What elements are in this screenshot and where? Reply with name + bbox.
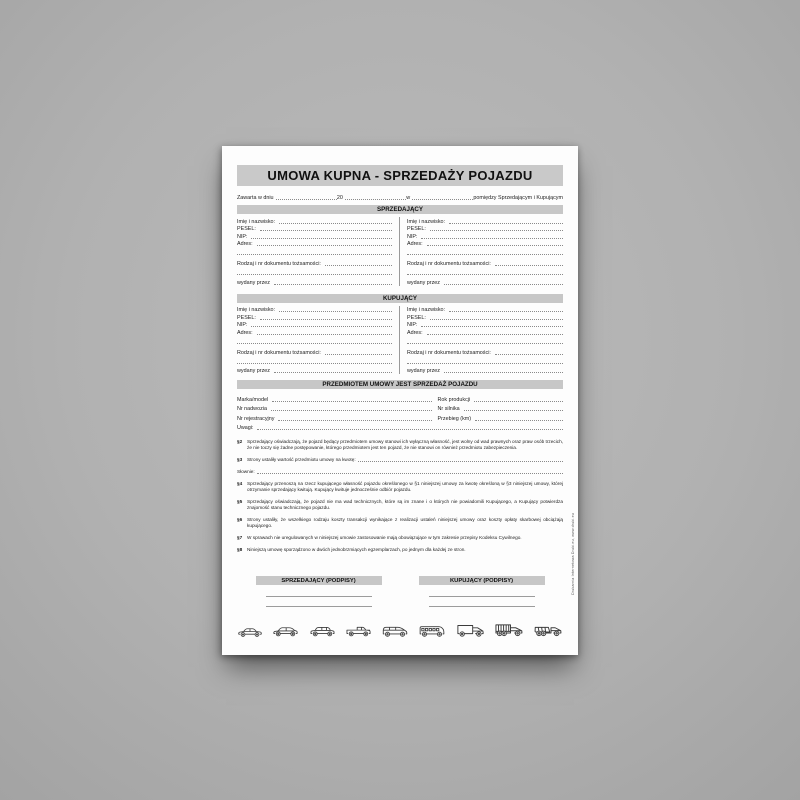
vehicle-section-label: PRZEDMIOTEM UMOWY JEST SPRZEDAŻ POJAZDU	[322, 381, 478, 389]
buyer-signature-column	[400, 576, 563, 607]
fill-in-line	[449, 311, 563, 312]
printer-credit-text: Drukarnia Internetowa Druki.eu, www.druki.eu	[571, 513, 575, 595]
cargo-truck-icon	[494, 621, 524, 638]
fill-in-line	[272, 401, 431, 402]
buyer-right-column	[400, 306, 563, 375]
notes-label: Uwagi:	[237, 425, 254, 432]
id-document-field-row	[407, 259, 563, 267]
pesel-field-label: PESEL:	[237, 314, 256, 321]
name-field-row	[237, 217, 392, 225]
fill-in-line	[412, 199, 473, 200]
fill-in-line	[257, 245, 392, 246]
fill-in-line	[237, 343, 392, 344]
id-document-field-row	[237, 259, 392, 267]
address-field-label: Adres:	[237, 329, 253, 336]
name-field-label: Imię i nazwisko:	[407, 218, 446, 225]
clause-number: §4	[237, 481, 243, 487]
id-document-field-label: Rodzaj i nr dokumentu tożsamości:	[407, 349, 491, 356]
vehicle-details-block	[237, 393, 563, 431]
fill-in-line	[257, 429, 563, 430]
address-field-row	[237, 240, 392, 248]
intro-between: pomiędzy Sprzedającym i Kupującym	[473, 195, 563, 201]
nip-field-label: NIP:	[237, 233, 248, 240]
address-continuation-row	[237, 247, 392, 256]
intro-year-prefix: 20	[336, 195, 343, 201]
seller-section-header	[237, 205, 563, 214]
make-model-label: Marka/model	[237, 396, 269, 403]
hatchback-icon	[272, 623, 299, 638]
fill-in-line	[325, 354, 392, 355]
amount-in-words-row	[237, 469, 563, 475]
fill-in-line	[464, 410, 563, 411]
issued-by-field-label: wydany przez	[407, 279, 440, 286]
clause-text: Niniejszą umowę sporządzono w dwóch jednobrzmiących egzemplarzach, po jednym dla każdej ze stron.	[247, 547, 466, 553]
signature-line	[429, 606, 535, 607]
engine-number-label: Nr silnika	[437, 406, 460, 413]
clause-text: W sprawach nie uregulowanych w niniejszej umowie zastosowanie mają obowiązujące w tym zakresie przepisy Kodeksu Cywilnego.	[247, 535, 522, 541]
issued-by-field-label: wydany przez	[407, 368, 440, 375]
fill-in-line	[407, 343, 563, 344]
id-document-field-label: Rodzaj i nr dokumentu tożsamości:	[407, 260, 491, 267]
clause-text: Strony ustaliły wartość przedmiotu umowy na kwotę:	[247, 457, 356, 463]
address-field-row	[237, 328, 392, 336]
fill-in-line	[407, 254, 563, 255]
vehicle-row-make-year	[237, 393, 563, 403]
vehicle-row-body-engine	[237, 403, 563, 413]
signatures-section	[237, 576, 563, 607]
id-document-field-row	[407, 348, 563, 356]
clause-8	[237, 547, 563, 553]
fill-in-line	[279, 223, 392, 224]
sedan-icon	[237, 624, 263, 638]
vehicle-section-header	[237, 380, 563, 389]
minivan-icon	[381, 623, 409, 638]
seller-signature-column	[237, 576, 400, 607]
name-field-row	[407, 306, 563, 314]
fill-in-line	[407, 363, 563, 364]
fill-in-line	[449, 223, 563, 224]
fill-in-line	[427, 334, 563, 335]
party-column	[407, 306, 563, 375]
registration-number-label: Nr rejestracyjny	[237, 415, 275, 422]
clause-5	[237, 499, 563, 511]
fill-in-line	[421, 326, 563, 327]
fill-in-line	[444, 372, 563, 373]
seller-left-column	[237, 217, 400, 286]
name-field-label: Imię i nazwisko:	[407, 307, 446, 314]
id-continuation-row	[407, 267, 563, 276]
pesel-field-row	[237, 313, 392, 321]
clause-3	[237, 457, 563, 463]
fill-in-line	[257, 334, 392, 335]
contract-clauses	[237, 439, 563, 553]
box-truck-icon	[456, 622, 485, 638]
clause-text: Sprzedający oświadczają, że pojazd będący przedmiotem umowy stanowi ich wyłączną własność, jest wolny od wad prawnych oraz praw osób trzecich, że nie toczy się żadne postępowanie, którego przedmiotem jest ten pojazd, że nie stanowi on również przedmiotu zabezpieczenia.	[247, 439, 563, 451]
document-title-bar	[237, 165, 563, 186]
name-field-row	[237, 306, 392, 314]
signature-line	[429, 596, 535, 597]
fill-in-line	[237, 363, 392, 364]
buyer-left-column	[237, 306, 400, 375]
fill-in-line	[358, 457, 563, 462]
fill-in-line	[325, 265, 392, 266]
nip-field-row	[407, 321, 563, 329]
vehicle-row-reg-mileage	[237, 412, 563, 422]
nip-field-row	[237, 321, 392, 329]
pesel-field-label: PESEL:	[237, 226, 256, 233]
clause-7	[237, 535, 563, 541]
name-field-label: Imię i nazwisko:	[237, 307, 276, 314]
fill-in-line	[495, 354, 563, 355]
fill-in-line	[237, 274, 392, 275]
pesel-field-label: PESEL:	[407, 226, 426, 233]
clause-number: §3	[237, 457, 243, 463]
seller-right-column	[400, 217, 563, 286]
fill-in-line	[430, 319, 563, 320]
address-field-row	[407, 240, 563, 248]
nip-field-label: NIP:	[407, 233, 418, 240]
clause-number: §2	[237, 439, 243, 445]
nip-field-label: NIP:	[407, 322, 418, 329]
clause-text: Strony ustaliły, że wszelkiego rodzaju koszty transakcji wynikające z realizacji ustaleń niniejszej umowy oraz koszty opłaty skarbowej obciążają kupującego.	[247, 517, 563, 529]
seller-fields-grid	[237, 217, 563, 286]
buyer-section-label: KUPUJĄCY	[382, 294, 418, 302]
clause-number: §7	[237, 535, 243, 541]
fill-in-line	[430, 230, 563, 231]
address-continuation-row	[407, 336, 563, 345]
clause-number: §6	[237, 517, 243, 523]
intro-concluded-on: Zawarta w dniu	[237, 195, 274, 201]
clause-number: §5	[237, 499, 243, 505]
issued-by-field-row	[237, 367, 392, 375]
buyer-signatures-header	[419, 576, 545, 585]
nip-field-label: NIP:	[237, 322, 248, 329]
nip-field-row	[407, 232, 563, 240]
document-title: UMOWA KUPNA - SPRZEDAŻY POJAZDU	[267, 168, 533, 183]
issued-by-field-row	[407, 278, 563, 286]
fill-in-line	[274, 372, 392, 373]
fill-in-line	[274, 284, 392, 285]
fill-in-line	[276, 199, 337, 200]
intro-in-word: w	[406, 195, 411, 201]
fill-in-line	[271, 410, 432, 411]
mileage-label: Przebieg (km)	[437, 415, 472, 422]
buyer-section-header	[237, 294, 563, 303]
dump-truck-icon	[533, 621, 563, 638]
pesel-field-label: PESEL:	[407, 314, 426, 321]
clause-text: Sprzedający oświadczają, że pojazd nie ma wad technicznych, które są im znane i o których nie powiadomili Kupującego, a Kupujący potwierdza znajomość stanu technicznego pojazdu.	[247, 499, 563, 511]
party-column	[237, 306, 392, 375]
fill-in-line	[345, 199, 406, 200]
issued-by-field-label: wydany przez	[237, 368, 270, 375]
clause-6	[237, 517, 563, 529]
vehicle-icons-row	[237, 621, 563, 638]
seller-signatures-label: SPRZEDAJĄCY (PODPISY)	[281, 577, 356, 584]
fill-in-line	[260, 230, 392, 231]
name-field-label: Imię i nazwisko:	[237, 218, 276, 225]
fill-in-line	[421, 238, 563, 239]
clause-4	[237, 481, 563, 493]
signature-line	[266, 596, 372, 597]
issued-by-field-row	[407, 367, 563, 375]
id-document-field-row	[237, 348, 392, 356]
clause-number: §8	[237, 547, 243, 553]
fill-in-line	[475, 420, 563, 421]
pesel-field-row	[407, 225, 563, 233]
amount-in-words-label: Słownie:	[237, 469, 255, 475]
fill-in-line	[427, 245, 563, 246]
fill-in-line	[279, 311, 392, 312]
seller-section-label: SPRZEDAJĄCY	[376, 206, 424, 213]
seller-signatures-header	[256, 576, 382, 585]
fill-in-line	[474, 401, 563, 402]
fill-in-line	[278, 420, 431, 421]
vehicle-notes-row	[237, 422, 563, 432]
signature-line	[266, 606, 372, 607]
fill-in-line	[260, 319, 392, 320]
fill-in-line	[407, 274, 563, 275]
pesel-field-row	[407, 313, 563, 321]
id-document-field-label: Rodzaj i nr dokumentu tożsamości:	[237, 349, 321, 356]
id-continuation-row	[237, 267, 392, 276]
fill-in-line	[257, 469, 563, 474]
address-field-row	[407, 328, 563, 336]
fill-in-line	[495, 265, 563, 266]
contract-form-page	[222, 146, 578, 655]
suv-icon	[309, 623, 336, 638]
party-column	[237, 217, 392, 286]
buyer-signatures-label: KUPUJĄCY (PODPISY)	[449, 577, 514, 584]
clause-2	[237, 439, 563, 451]
issued-by-field-label: wydany przez	[237, 279, 270, 286]
body-number-label: Nr nadwozia	[237, 406, 267, 413]
address-field-label: Adres:	[237, 241, 253, 248]
address-continuation-row	[237, 336, 392, 345]
intro-line	[237, 193, 563, 201]
name-field-row	[407, 217, 563, 225]
fill-in-line	[237, 254, 392, 255]
fill-in-line	[444, 284, 563, 285]
id-continuation-row	[237, 356, 392, 365]
nip-field-row	[237, 232, 392, 240]
id-document-field-label: Rodzaj i nr dokumentu tożsamości:	[237, 260, 321, 267]
buyer-fields-grid	[237, 306, 563, 375]
fill-in-line	[251, 238, 392, 239]
clause-text: Sprzedający przenoszą na rzecz kupującego własność pojazdu określonego w §1 niniejszej umowy za kwotę określoną w §3 niniejszej umowy, której otrzymanie sprzedający kwitują. Kupujący kwituje jednocześnie odbiór pojazdu.	[247, 481, 563, 493]
id-continuation-row	[407, 356, 563, 365]
address-field-label: Adres:	[407, 241, 423, 248]
fill-in-line	[251, 326, 392, 327]
production-year-label: Rok produkcji	[437, 396, 471, 403]
address-continuation-row	[407, 247, 563, 256]
party-column	[407, 217, 563, 286]
pesel-field-row	[237, 225, 392, 233]
address-field-label: Adres:	[407, 329, 423, 336]
pickup-icon	[345, 623, 372, 638]
bus-icon	[418, 623, 446, 638]
issued-by-field-row	[237, 278, 392, 286]
